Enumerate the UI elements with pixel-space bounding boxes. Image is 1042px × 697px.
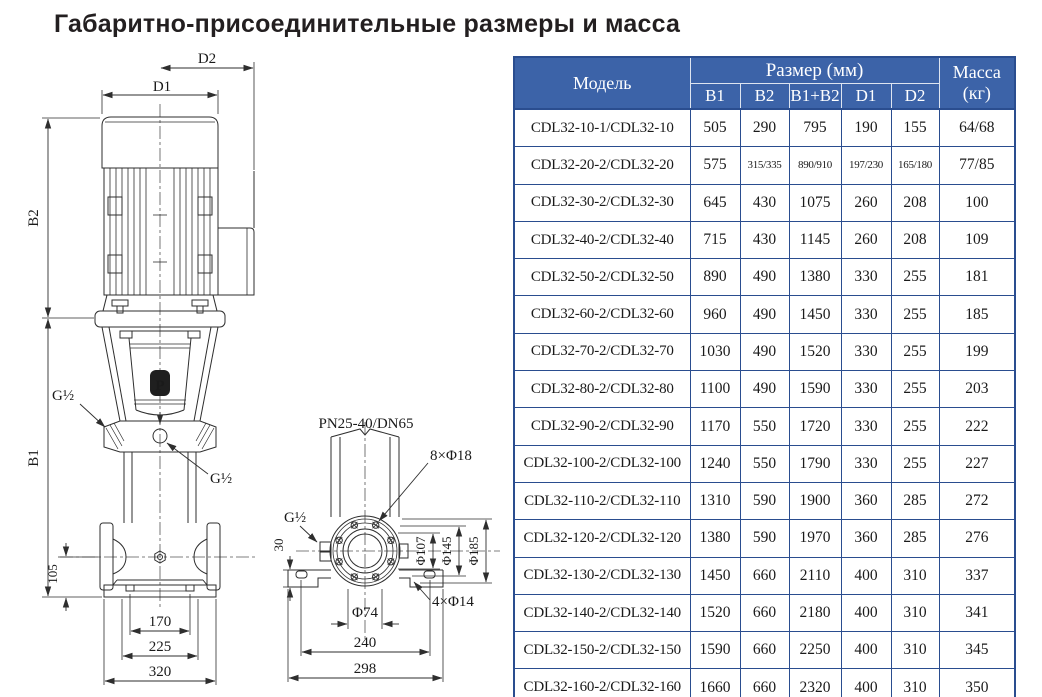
b1b2-cell: 1450: [789, 296, 841, 333]
table-row: [514, 333, 1015, 370]
d2-cell: 255: [891, 408, 939, 445]
b1b2-cell: 1380: [789, 259, 841, 296]
b1b2-cell: 1970: [789, 520, 841, 557]
g12-upper-label: G½: [52, 388, 75, 404]
callout-g12-lower: [167, 443, 232, 487]
header-b2: B2: [740, 84, 789, 110]
table-row: [514, 557, 1015, 594]
mass-cell: 64/68: [939, 109, 1015, 147]
mass-cell: 222: [939, 408, 1015, 445]
page-title: Габаритно-присоединительные размеры и масса: [54, 10, 681, 38]
dim-30: [271, 539, 296, 602]
b1-cell: 1240: [690, 445, 740, 482]
header-mass-line2: (кг): [962, 83, 991, 103]
d2-cell: 255: [891, 259, 939, 296]
callout-g12-flange: [284, 510, 317, 542]
dim-225-label: 225: [148, 639, 172, 655]
header-mass: [939, 57, 1015, 109]
d2-cell: 310: [891, 557, 939, 594]
dim-b2-label: B2: [26, 209, 42, 227]
model-cell: CDL32-70-2/CDL32-70: [514, 333, 690, 370]
table-row: [514, 371, 1015, 408]
d2-cell: 255: [891, 371, 939, 408]
bolt8-label: 8×Φ18: [430, 448, 472, 464]
table-row: [514, 221, 1015, 258]
dimension-table: [513, 56, 1016, 697]
header-mass-line1: Масса: [952, 62, 1001, 83]
b1-cell: 645: [690, 184, 740, 221]
b1b2-cell: 2320: [789, 669, 841, 697]
mass-cell: 203: [939, 371, 1015, 408]
table-row: [514, 296, 1015, 333]
b2-cell: 430: [740, 184, 789, 221]
mass-cell: 276: [939, 520, 1015, 557]
b1b2-cell: 1145: [789, 221, 841, 258]
dim-298-label: 298: [353, 661, 377, 677]
b2-cell: 660: [740, 669, 789, 697]
d2-cell: 310: [891, 594, 939, 631]
brand-logo: [150, 370, 170, 396]
dim-d2: [161, 51, 254, 170]
d1-cell: 400: [841, 669, 891, 697]
d1-cell: 400: [841, 632, 891, 669]
model-cell: CDL32-110-2/CDL32-110: [514, 482, 690, 519]
callout-8xphi18: [379, 448, 472, 521]
b1b2-cell: 1520: [789, 333, 841, 370]
dim-105: [45, 543, 98, 611]
dim-b2: [26, 118, 100, 318]
b1b2-cell: 1075: [789, 184, 841, 221]
g12-lower-label: G½: [210, 471, 233, 487]
dim-105-label: 105: [45, 564, 60, 584]
model-cell: CDL32-30-2/CDL32-30: [514, 184, 690, 221]
d1-cell: 400: [841, 594, 891, 631]
d2-cell: 208: [891, 221, 939, 258]
b2-cell: 430: [740, 221, 789, 258]
mass-cell: 185: [939, 296, 1015, 333]
dimension-table-wrap: [513, 56, 1014, 697]
table-row: [514, 445, 1015, 482]
b1-cell: 575: [690, 147, 740, 184]
d2-cell: 310: [891, 632, 939, 669]
d1-cell: 330: [841, 408, 891, 445]
b1-cell: 505: [690, 109, 740, 147]
model-cell: CDL32-60-2/CDL32-60: [514, 296, 690, 333]
d2-cell: 310: [891, 669, 939, 697]
b1-cell: 1310: [690, 482, 740, 519]
b2-cell: 590: [740, 482, 789, 519]
dim-170-label: 170: [148, 614, 172, 630]
model-cell: CDL32-80-2/CDL32-80: [514, 371, 690, 408]
table-row: [514, 147, 1015, 184]
b2-cell: 590: [740, 520, 789, 557]
mass-cell: 181: [939, 259, 1015, 296]
b1-cell: 1380: [690, 520, 740, 557]
header-d1: D1: [841, 84, 891, 110]
mass-cell: 77/85: [939, 147, 1015, 184]
b1b2-cell: 795: [789, 109, 841, 147]
model-cell: CDL32-150-2/CDL32-150: [514, 632, 690, 669]
model-cell: CDL32-140-2/CDL32-140: [514, 594, 690, 631]
pump-dimension-drawing: [0, 40, 510, 697]
mass-cell: 337: [939, 557, 1015, 594]
d2-cell: 155: [891, 109, 939, 147]
model-cell: CDL32-50-2/CDL32-50: [514, 259, 690, 296]
pn-dn-label: PN25-40/DN65: [318, 416, 414, 432]
dia-107-label: Φ107: [413, 536, 428, 566]
b2-cell: 490: [740, 333, 789, 370]
b2-cell: 490: [740, 371, 789, 408]
b1b2-cell: 2180: [789, 594, 841, 631]
d2-cell: 255: [891, 445, 939, 482]
d1-cell: 330: [841, 371, 891, 408]
pump-side-view: [26, 51, 258, 685]
header-size-group: Размер (мм): [690, 57, 939, 84]
mass-cell: 350: [939, 669, 1015, 697]
dim-30-label: 30: [271, 538, 286, 552]
model-cell: CDL32-90-2/CDL32-90: [514, 408, 690, 445]
d2-cell: 208: [891, 184, 939, 221]
table-row: [514, 408, 1015, 445]
b1b2-cell: 890/910: [789, 147, 841, 184]
d2-cell: 255: [891, 296, 939, 333]
b1b2-cell: 1900: [789, 482, 841, 519]
d1-cell: 190: [841, 109, 891, 147]
d1-cell: 260: [841, 221, 891, 258]
dia-74-label: Φ74: [352, 605, 378, 621]
dim-320-label: 320: [148, 664, 172, 680]
dim-240-label: 240: [353, 635, 377, 651]
dim-b1-label: B1: [26, 449, 42, 467]
g12-flange-label: G½: [284, 510, 307, 526]
model-cell: CDL32-40-2/CDL32-40: [514, 221, 690, 258]
d1-cell: 330: [841, 333, 891, 370]
model-cell: CDL32-130-2/CDL32-130: [514, 557, 690, 594]
brand-logo-letter: P: [155, 378, 165, 394]
b1-cell: 1100: [690, 371, 740, 408]
pump-flange-view: [271, 416, 500, 682]
model-cell: CDL32-20-2/CDL32-20: [514, 147, 690, 184]
dim-d1-label: D1: [152, 79, 172, 95]
d2-cell: 285: [891, 482, 939, 519]
d1-cell: 330: [841, 296, 891, 333]
b1b2-cell: 1720: [789, 408, 841, 445]
mass-cell: 272: [939, 482, 1015, 519]
header-d2: D2: [891, 84, 939, 110]
d1-cell: 260: [841, 184, 891, 221]
table-row: [514, 632, 1015, 669]
b1b2-cell: 2110: [789, 557, 841, 594]
terminal-box: [218, 171, 254, 295]
mass-cell: 109: [939, 221, 1015, 258]
b1-cell: 1170: [690, 408, 740, 445]
table-row: [514, 482, 1015, 519]
motor-body: [104, 168, 218, 295]
b1-cell: 1450: [690, 557, 740, 594]
b2-cell: 660: [740, 557, 789, 594]
b1-cell: 1520: [690, 594, 740, 631]
model-cell: CDL32-100-2/CDL32-100: [514, 445, 690, 482]
b1-cell: 890: [690, 259, 740, 296]
d2-cell: 285: [891, 520, 939, 557]
mass-cell: 341: [939, 594, 1015, 631]
dim-d2-label: D2: [197, 51, 217, 67]
table-row: [514, 259, 1015, 296]
table-header: [514, 57, 1015, 109]
bolt4-label: 4×Φ14: [432, 594, 474, 610]
mass-cell: 345: [939, 632, 1015, 669]
b2-cell: 550: [740, 408, 789, 445]
b1-cell: 1030: [690, 333, 740, 370]
d1-cell: 197/230: [841, 147, 891, 184]
header-b1b2: B1+B2: [789, 84, 841, 110]
callout-4xphi14: [414, 582, 474, 610]
table-row: [514, 520, 1015, 557]
mass-cell: 199: [939, 333, 1015, 370]
b1b2-cell: 1790: [789, 445, 841, 482]
d1-cell: 360: [841, 482, 891, 519]
b2-cell: 290: [740, 109, 789, 147]
b2-cell: 660: [740, 594, 789, 631]
header-b1: B1: [690, 84, 740, 110]
d1-cell: 360: [841, 520, 891, 557]
table-row: [514, 669, 1015, 697]
b1-cell: 960: [690, 296, 740, 333]
model-cell: CDL32-10-1/CDL32-10: [514, 109, 690, 147]
dia-185-label: Φ185: [466, 536, 481, 566]
d2-cell: 255: [891, 333, 939, 370]
mass-cell: 100: [939, 184, 1015, 221]
table-row: [514, 184, 1015, 221]
d1-cell: 330: [841, 259, 891, 296]
b2-cell: 490: [740, 259, 789, 296]
b1b2-cell: 1590: [789, 371, 841, 408]
model-cell: CDL32-160-2/CDL32-160: [514, 669, 690, 697]
dim-b1: [26, 319, 102, 597]
b2-cell: 490: [740, 296, 789, 333]
b2-cell: 550: [740, 445, 789, 482]
callout-g12-upper: [52, 388, 105, 427]
model-cell: CDL32-120-2/CDL32-120: [514, 520, 690, 557]
dia-145-label: Φ145: [439, 536, 454, 566]
b1-cell: 1660: [690, 669, 740, 697]
table-row: [514, 594, 1015, 631]
b1-cell: 715: [690, 221, 740, 258]
mass-cell: 227: [939, 445, 1015, 482]
table-row: [514, 109, 1015, 147]
b1-cell: 1590: [690, 632, 740, 669]
b2-cell: 315/335: [740, 147, 789, 184]
d2-cell: 165/180: [891, 147, 939, 184]
b1b2-cell: 2250: [789, 632, 841, 669]
d1-cell: 330: [841, 445, 891, 482]
b2-cell: 660: [740, 632, 789, 669]
header-model: Модель: [514, 57, 690, 109]
d1-cell: 400: [841, 557, 891, 594]
table-body: [514, 109, 1015, 697]
